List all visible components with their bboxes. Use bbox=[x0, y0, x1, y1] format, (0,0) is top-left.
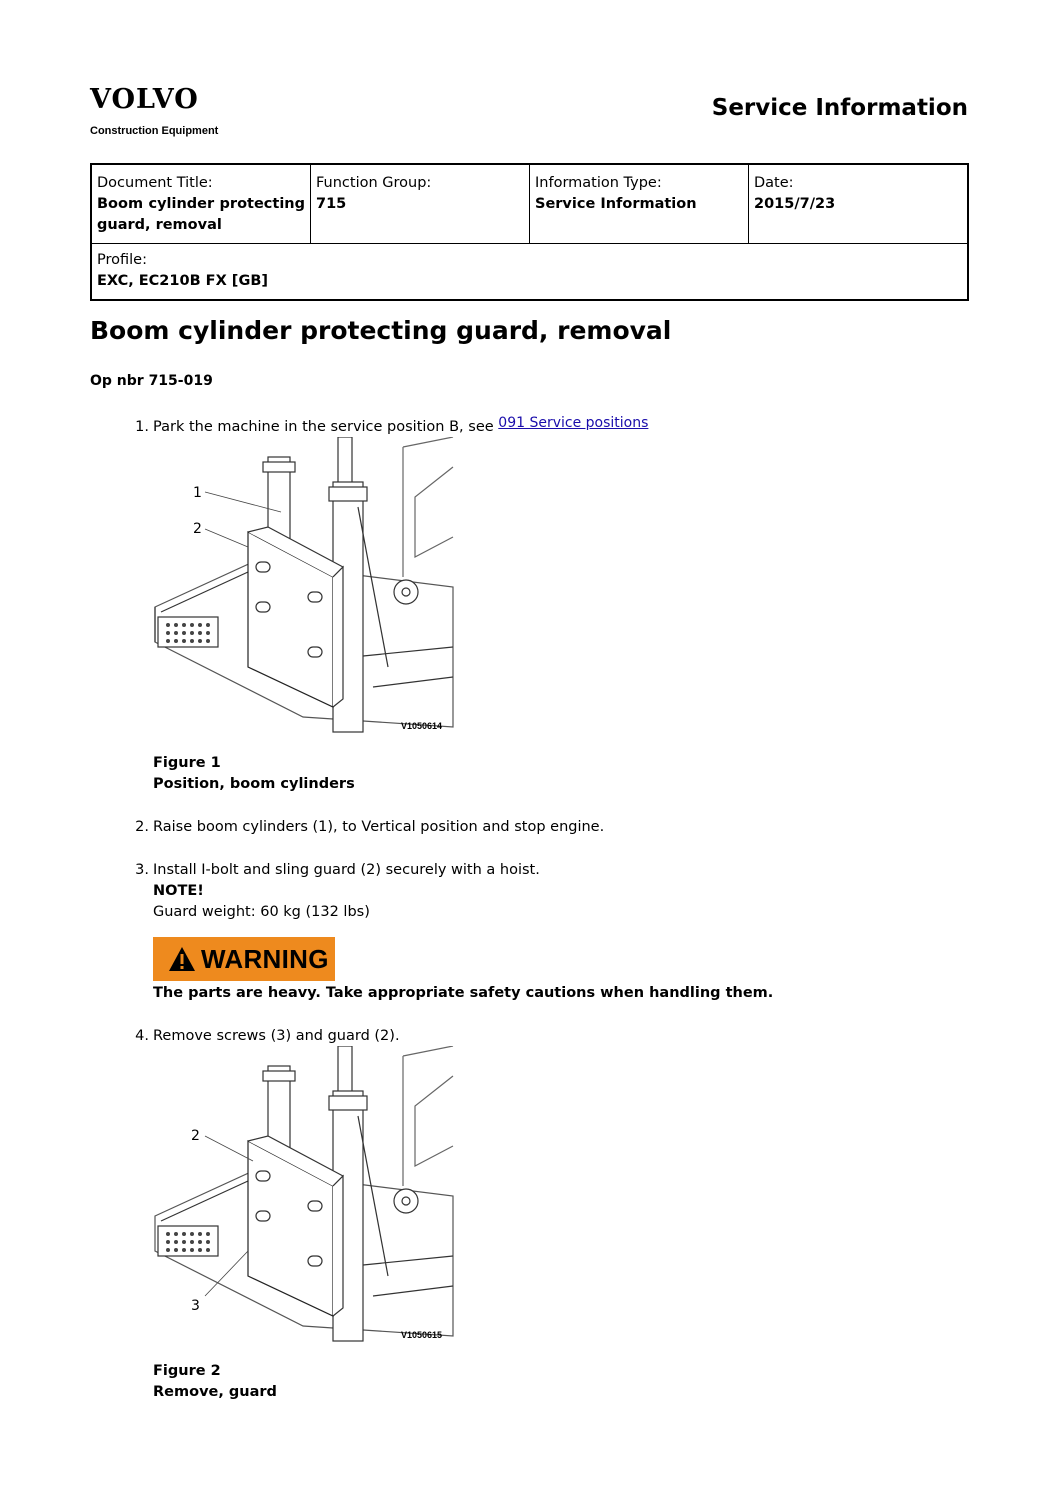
step-number: 4. bbox=[135, 1028, 149, 1044]
date-value: 2015/7/23 bbox=[754, 196, 836, 212]
step-text: Park the machine in the service position B, see bbox=[153, 419, 499, 435]
op-number: Op nbr 715-019 bbox=[90, 373, 213, 389]
callout-1: 1 bbox=[193, 485, 202, 501]
volvo-logo: VOLVO bbox=[90, 84, 199, 115]
step-1 bbox=[135, 415, 649, 438]
information-type-label: Information Type: bbox=[535, 175, 662, 191]
page-title: Boom cylinder protecting guard, removal bbox=[90, 316, 672, 345]
step-2 bbox=[135, 817, 605, 838]
image-code: V1050614 bbox=[401, 721, 443, 731]
callout-2: 2 bbox=[193, 521, 202, 537]
profile-value: EXC, EC210B FX [GB] bbox=[97, 273, 269, 289]
step-text: Install I-bolt and sling guard (2) securely with a hoist. bbox=[153, 862, 540, 878]
service-positions-link[interactable]: 091 Service positions bbox=[498, 415, 649, 431]
document-title-label: Document Title: bbox=[97, 175, 213, 191]
guard-removal-drawing bbox=[153, 1046, 458, 1344]
figure-2-caption: Remove, guard bbox=[153, 1384, 277, 1400]
function-group-value: 715 bbox=[316, 196, 347, 212]
header-title: Service Information bbox=[711, 95, 968, 121]
callout-2: 2 bbox=[191, 1128, 200, 1144]
figure-1-caption: Position, boom cylinders bbox=[153, 776, 355, 792]
document-title-value: Boom cylinder protecting guard, removal bbox=[97, 196, 305, 233]
step-number: 1. bbox=[135, 419, 149, 435]
callout-3: 3 bbox=[191, 1298, 200, 1314]
date-cell bbox=[749, 164, 969, 244]
note-label: NOTE! bbox=[153, 883, 204, 899]
profile-cell bbox=[91, 244, 968, 301]
information-type-value: Service Information bbox=[535, 196, 697, 212]
date-label: Date: bbox=[754, 175, 794, 191]
step-3 bbox=[135, 860, 540, 923]
profile-label: Profile: bbox=[97, 252, 147, 268]
warning-text: The parts are heavy. Take appropriate safety cautions when handling them. bbox=[153, 985, 774, 1001]
figure-1-illustration bbox=[153, 437, 458, 735]
function-group-cell bbox=[311, 164, 530, 244]
image-code: V1050615 bbox=[401, 1330, 443, 1340]
boom-cylinder-drawing bbox=[153, 437, 458, 735]
step-text: Remove screws (3) and guard (2). bbox=[153, 1028, 400, 1044]
warning-triangle-icon bbox=[167, 945, 197, 973]
figure-2-illustration bbox=[153, 1046, 458, 1344]
document-info-table bbox=[90, 163, 969, 301]
note-text: Guard weight: 60 kg (132 lbs) bbox=[153, 904, 370, 920]
figure-1-label: Figure 1 bbox=[153, 755, 221, 771]
function-group-label: Function Group: bbox=[316, 175, 432, 191]
warning-label: WARNING bbox=[201, 943, 329, 974]
step-4 bbox=[135, 1026, 400, 1047]
brand-subtitle: Construction Equipment bbox=[90, 125, 219, 137]
step-number: 3. bbox=[135, 862, 149, 878]
figure-2-label: Figure 2 bbox=[153, 1363, 221, 1379]
document-title-cell bbox=[91, 164, 311, 244]
step-text: Raise boom cylinders (1), to Vertical position and stop engine. bbox=[153, 819, 605, 835]
step-number: 2. bbox=[135, 819, 149, 835]
warning-banner bbox=[153, 937, 335, 981]
information-type-cell bbox=[530, 164, 749, 244]
